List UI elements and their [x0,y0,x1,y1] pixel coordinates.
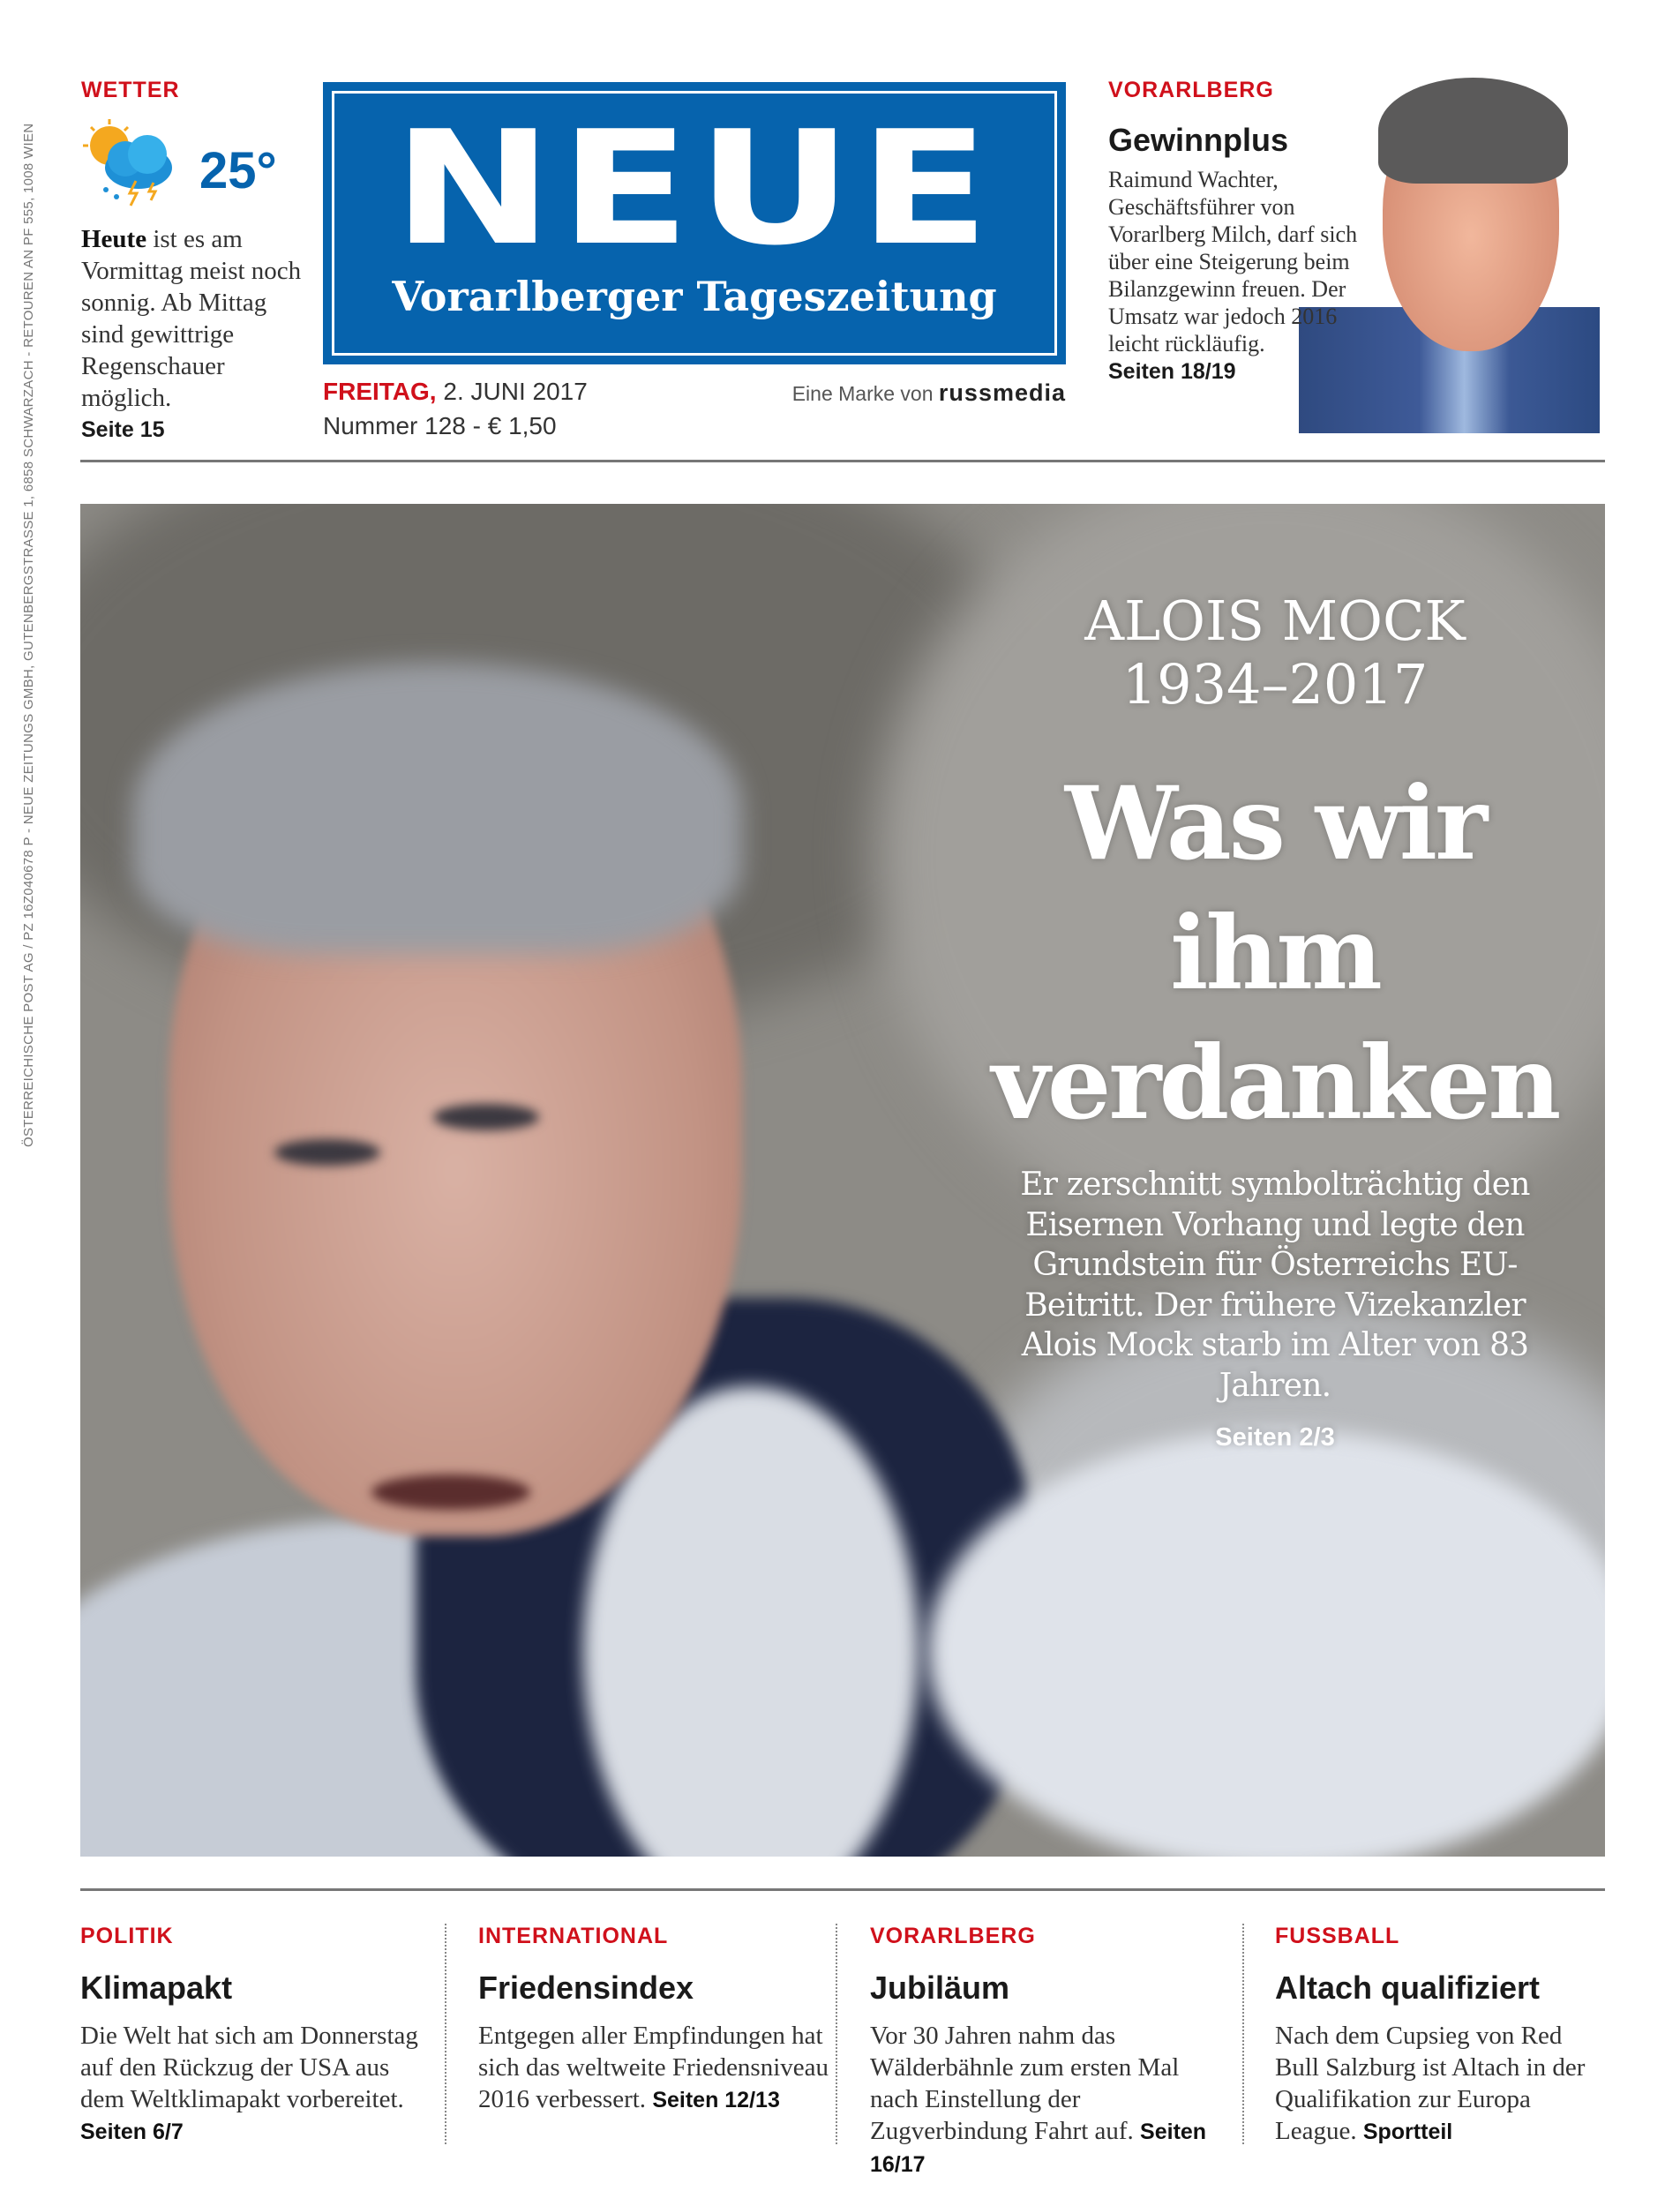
weather-ref: Seite 15 [81,417,165,442]
masthead-subtitle: Vorarlberger Tageszeitung [392,273,997,320]
teaser-ref: Sportteil [1362,2120,1453,2144]
teaser-text [478,2020,831,2116]
cover-headline[interactable] [935,759,1615,1148]
teaser-text [870,2020,1223,2180]
publisher-prefix: Eine Marke von [791,382,939,405]
column-separator [445,1924,446,2144]
cover-headline-line: Was wir [1064,764,1486,882]
cover-headline-line: verdanken [991,1024,1559,1142]
teaser-headline: Friedensindex [478,1970,694,2006]
teaser-headline: Klimapakt [80,1970,233,2006]
cover-kicker-years: 1934–2017 [1121,652,1429,717]
teaser-category: VORARLBERG [870,1924,1036,1948]
russmedia-logo: russmedia [938,379,1066,406]
column-separator [836,1924,837,2144]
issue-day: FREITAG, [323,378,437,405]
masthead-name: NEUE [392,97,997,280]
teaser-ref: Seiten 12/13 [652,2088,780,2112]
cover-kicker-name: ALOIS MOCK [1084,589,1466,653]
column-separator [1242,1924,1244,2144]
teaser-international[interactable] [478,1924,831,2116]
masthead-logo[interactable] [323,82,1066,364]
postal-imprint: ÖSTERREICHISCHE POST AG / PZ 16Z040678 P - NEUE ZEITUNGS GMBH, GUTENBERGSTRASSE 1, 6858 SCHWARZACH - RETOUREN AN PF 555, 1008 WIEN [21,123,36,1147]
teaser-top-ref[interactable]: Seiten 18/19 [1108,359,1236,384]
weather-label: WETTER [81,78,180,102]
cover-ref[interactable]: Seiten 2/3 [1215,1423,1335,1452]
teaser-body: Die Welt hat sich am Donnerstag auf den Rückzug der USA aus dem Weltklimapakt vorbereitet. [80,2022,418,2113]
teaser-top-headline[interactable]: Gewinnplus [1108,122,1289,158]
divider [80,460,1605,462]
teaser-category: FUSSBALL [1275,1924,1400,1948]
cover-text: Er zerschnitt symbolträchtig den Eisernen Vorhang und legte den Grundstein für Österreichs EU-Beitritt. Der frühere Vizekanzler Alois Mock starb im Alter von 83 Jahren. [1020,1167,1530,1404]
teaser-category: INTERNATIONAL [478,1924,669,1948]
issue-date [323,378,588,406]
teaser-body: Entgegen aller Empfindungen hat sich das weltweite Friedensniveau 2016 verbessert. [478,2022,829,2113]
cover-headline-line: ihm [1170,894,1380,1012]
teaser-category: POLITIK [80,1924,174,1948]
teaser-headline: Altach qualifiziert [1275,1970,1541,2006]
teaser-headline: Jubiläum [870,1970,1010,2006]
teaser-ref: Seiten 6/7 [80,2120,184,2144]
cover-story [935,589,1615,1453]
teaser-body: Vor 30 Jahren nahm das Wälderbähnle zum ersten Mal nach Einstellung der Zugverbindung Fahrt auf. [870,2022,1180,2145]
teaser-top-category: VORARLBERG [1108,78,1274,102]
weather-body: ist es am Vormittag meist noch sonnig. Ab Mittag sind gewittrige Regenschauer möglich. [81,225,302,412]
teaser-politik[interactable] [80,1924,433,2148]
teaser-vorarlberg[interactable] [870,1924,1223,2180]
weather-lead: Heute [81,225,147,253]
teaser-text [1275,2020,1610,2148]
sun-cloud-thunder-rain-icon [81,119,183,207]
teaser-text [80,2020,433,2148]
teaser-fussball[interactable] [1275,1924,1610,2148]
teaser-ref: Seiten 16/17 [870,2120,1207,2177]
issue-number: Nummer 128 - € 1,50 [323,412,557,439]
temperature: 25° [199,142,277,199]
divider [80,1888,1605,1891]
teaser-body: Nach dem Cupsieg von Red Bull Salzburg ist Altach in der Qualifikation zur Europa League. [1275,2022,1586,2145]
teaser-top-block [1108,166,1364,386]
teaser-top-text: Raimund Wachter, Geschäftsführer von Vorarlberg Milch, darf sich über eine Steigerung beim Bilanzgewinn freuen. Der Umsatz war jedoch 2016 leicht rückläufig. [1108,167,1358,356]
issue-date-text: 2. JUNI 2017 [436,378,588,405]
publisher-line [750,379,1066,407]
